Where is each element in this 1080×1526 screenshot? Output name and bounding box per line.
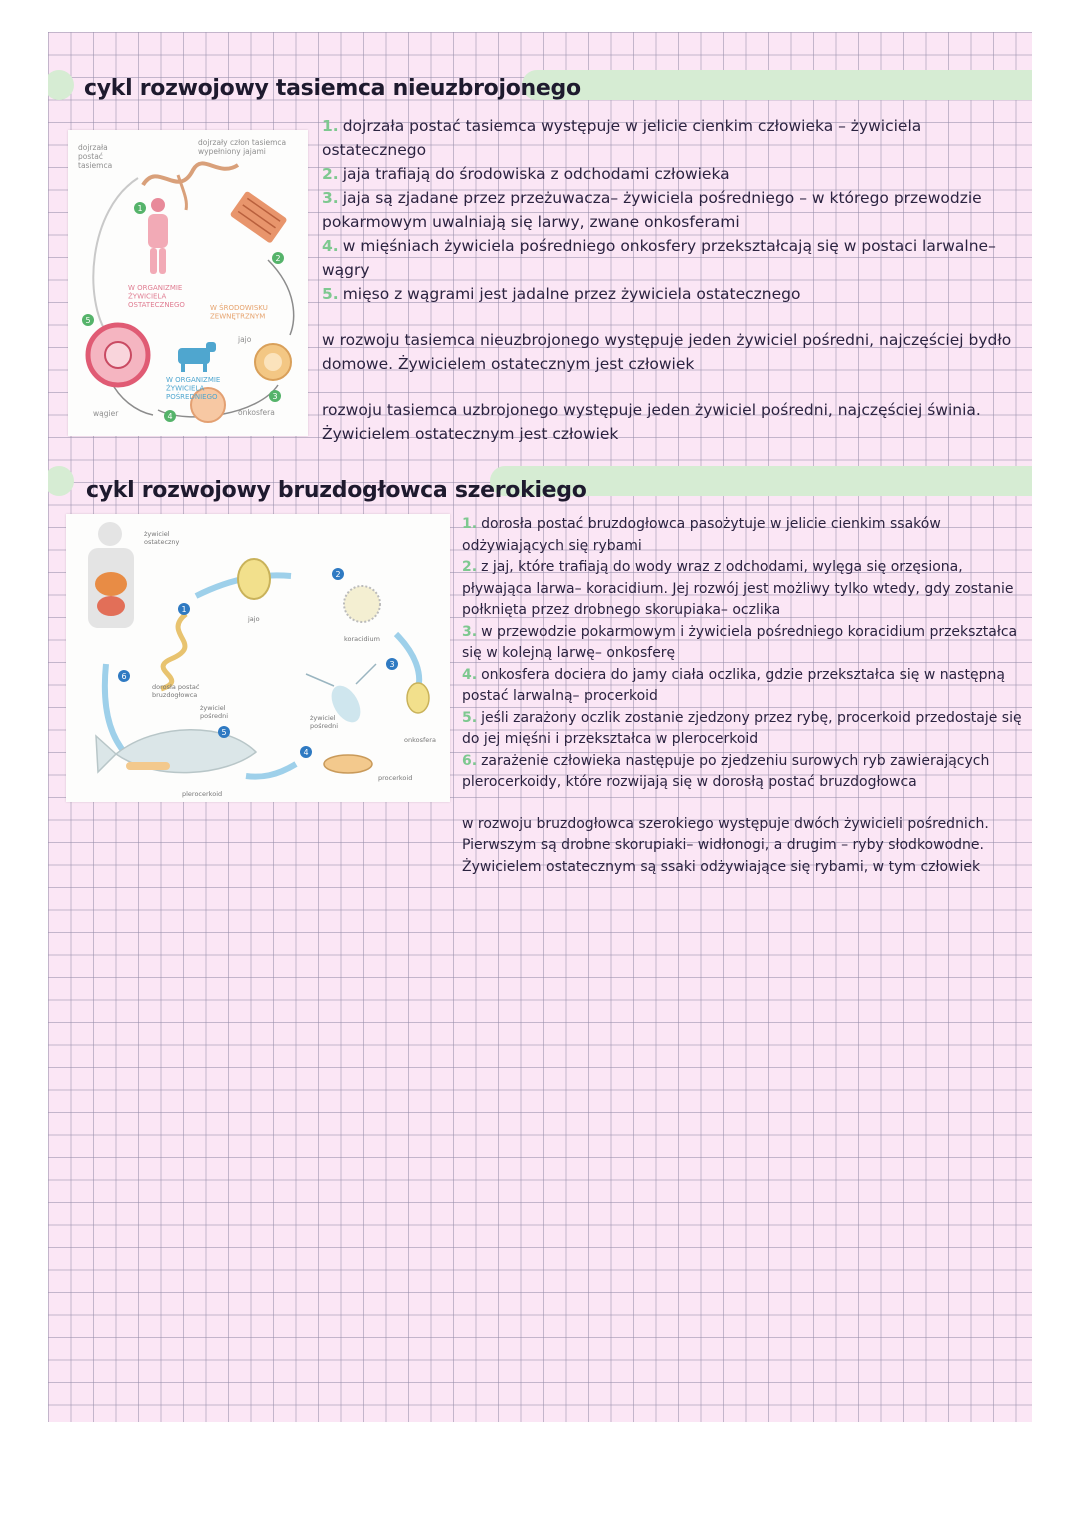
cycle-arrow bbox=[268, 260, 294, 335]
procercoid-icon bbox=[324, 755, 372, 773]
label-egg: jajo bbox=[238, 335, 252, 344]
label-line: żywiciel bbox=[144, 530, 170, 538]
step-number: 5. bbox=[462, 709, 478, 726]
step-badge-number: 2 bbox=[335, 570, 341, 579]
diphyllobothrium-diagram-svg bbox=[66, 514, 450, 802]
diphyllobothrium-lifecycle-diagram bbox=[66, 514, 450, 802]
label-line: W ORGANIZMIE bbox=[128, 284, 183, 292]
heading-band bbox=[522, 70, 1032, 100]
step-badge-number: 3 bbox=[272, 392, 278, 401]
label-egg: jajo bbox=[248, 615, 260, 623]
label-line: W ŚRODOWISKU bbox=[210, 304, 268, 312]
step-text: mięso z wągrami jest jadalne przez żywiciela ostatecznego bbox=[342, 285, 801, 303]
label-line: POŚREDNIEGO bbox=[166, 392, 218, 401]
step-item bbox=[462, 557, 1024, 622]
step-badge-number: 3 bbox=[389, 660, 395, 669]
notebook-page bbox=[48, 32, 1032, 1422]
section2-text bbox=[462, 514, 1024, 878]
proglottid-icon bbox=[229, 191, 287, 244]
coracidium-icon bbox=[344, 586, 380, 622]
step-number: 3. bbox=[462, 623, 478, 640]
step-text: w przewodzie pokarmowym i żywiciela pośredniego koracidium przekształca się w kolejną larwę– onkosferę bbox=[462, 623, 1018, 661]
label-adult-worm bbox=[152, 683, 200, 699]
human-icon bbox=[88, 522, 134, 628]
step-badge-number: 4 bbox=[167, 412, 173, 421]
tapeworm-icon bbox=[161, 614, 186, 689]
human-icon bbox=[148, 198, 168, 274]
summary-paragraph: w rozwoju tasiemca nieuzbrojonego występuje jeden żywiciel pośredni, najczęściej bydło domowe. Żywicielem ostatecznym jest człowiek bbox=[322, 331, 1012, 373]
label-final-host bbox=[128, 284, 185, 309]
label-line: pośredni bbox=[200, 711, 229, 720]
step-text: onkosfera dociera do jamy ciała oczlika, gdzie przekształca się w następną postać larwalną– procerkoid bbox=[462, 666, 1005, 704]
heading-dot bbox=[48, 70, 74, 100]
label-proglottid bbox=[198, 138, 286, 156]
step-number: 4. bbox=[322, 237, 339, 255]
label-line: W ORGANIZMIE bbox=[166, 376, 221, 384]
label-host-copepod bbox=[310, 714, 338, 730]
taenia-lifecycle-diagram bbox=[68, 130, 308, 436]
plerocercoid-icon bbox=[126, 762, 170, 770]
step-badge-number: 1 bbox=[137, 204, 143, 213]
label-line: tasiemca bbox=[78, 161, 113, 170]
cow-icon bbox=[178, 342, 216, 372]
step-item bbox=[322, 114, 1022, 162]
label-oncosphere: onkosfera bbox=[404, 736, 436, 744]
label-cyst: wągier bbox=[93, 409, 119, 418]
step-text: jaja są zjadane przez przeżuwacza– żywiciela pośredniego – w którego przewodzie pokarmowym uwalniają się larwy, zwane onkosferami bbox=[322, 189, 982, 231]
step-text: dorosła postać bruzdogłowca pasożytuje w jelicie cienkim ssaków odżywiających się rybami bbox=[462, 516, 941, 554]
step-badge-number: 2 bbox=[275, 254, 281, 263]
summary-paragraph: w rozwoju bruzdogłowca szerokiego występuje dwóch żywicieli pośrednich. Pierwszym są drobne skorupiaki– widłonogi, a drugim – ryby słodkowodne. Żywicielem ostatecznym są ssaki odżywiające się rybami, w tym człowiek bbox=[462, 815, 989, 875]
step-item bbox=[322, 186, 1022, 234]
step-text: z jaj, które trafiają do wody wraz z odchodami, wylęga się orzęsiona, pływająca larwa– koracidium. Jej rozwój jest możliwy tylko wtedy, gdy zostanie połknięta przez drobnego skorupiaka– oczlika bbox=[462, 559, 1014, 618]
label-environment bbox=[210, 303, 268, 320]
label-adult-tapeworm bbox=[78, 143, 112, 170]
label-line: dorosła postać bbox=[152, 683, 200, 691]
step-number: 4. bbox=[462, 666, 478, 683]
step-number: 2. bbox=[462, 559, 478, 575]
heading-dot bbox=[48, 466, 74, 496]
step-item bbox=[462, 708, 1024, 751]
cycle-arrow bbox=[396, 634, 419, 689]
label-line: wypełniony jajami bbox=[198, 147, 266, 156]
label-line: dojrzała bbox=[78, 143, 108, 152]
taenia-diagram-svg bbox=[68, 130, 308, 436]
egg-core bbox=[264, 353, 282, 371]
step-item bbox=[322, 282, 1022, 306]
step-text: zarażenie człowieka następuje po zjedzeniu surowych ryb zawierających plerocerkoidy, które rozwijają się w dorosłą postać bruzdogłowca bbox=[462, 752, 990, 790]
step-badge-number: 5 bbox=[221, 728, 227, 737]
step-badge-number: 4 bbox=[303, 748, 309, 757]
label-final-host bbox=[144, 530, 180, 546]
label-line: postać bbox=[78, 152, 103, 161]
step-number: 1. bbox=[462, 516, 478, 532]
label-oncosphere: onkosfera bbox=[238, 408, 275, 417]
step-badge-number: 5 bbox=[85, 316, 91, 325]
cyst-icon bbox=[105, 342, 131, 368]
step-number: 3. bbox=[322, 189, 339, 207]
step-item bbox=[462, 514, 1024, 557]
step-item bbox=[322, 234, 1022, 282]
label-plerocercoid: plerocerkoid bbox=[182, 790, 223, 798]
label-host-fish bbox=[200, 704, 228, 720]
label-line: OSTATECZNEGO bbox=[128, 300, 185, 309]
label-coracidium: koracidium bbox=[344, 635, 380, 643]
step-number: 1. bbox=[322, 117, 339, 135]
label-procercoid: procerkoid bbox=[378, 774, 413, 782]
step-number: 6. bbox=[462, 752, 478, 769]
label-line: ŻYWICIELA bbox=[128, 292, 167, 301]
cycle-arrow bbox=[246, 764, 296, 777]
oncosphere-icon bbox=[407, 683, 429, 713]
step-item bbox=[462, 665, 1024, 708]
egg-icon bbox=[238, 559, 270, 599]
step-text: dojrzała postać tasiemca występuje w jelicie cienkim człowieka – żywiciela ostatecznego bbox=[322, 117, 922, 159]
step-text: jaja trafiają do środowiska z odchodami człowieka bbox=[342, 165, 730, 183]
label-line: dojrzały człon tasiemca bbox=[198, 138, 287, 147]
step-item bbox=[322, 162, 1022, 186]
label-line: bruzdogłowca bbox=[152, 690, 198, 699]
section1-title: cykl rozwojowy tasiemca nieuzbrojonego bbox=[84, 76, 581, 101]
step-badge-number: 1 bbox=[181, 605, 187, 614]
summary-paragraph: rozwoju tasiemca uzbrojonego występuje jeden żywiciel pośredni, najczęściej świnia. Żywicielem ostatecznym jest człowiek bbox=[322, 401, 981, 443]
fish-icon bbox=[96, 730, 256, 773]
section1-text bbox=[322, 114, 1022, 446]
step-number: 5. bbox=[322, 285, 339, 303]
tapeworm-icon bbox=[143, 163, 238, 185]
step-text: jeśli zarażony oczlik zostanie zjedzony przez rybę, procerkoid przedostaje się do jej mięśni i przekształca w plerocerkoid bbox=[462, 709, 1022, 747]
step-item bbox=[462, 751, 1024, 794]
step-text: w mięśniach żywiciela pośredniego onkosfery przekształcają się w postaci larwalne– wągry bbox=[322, 237, 996, 279]
label-line: pośredni bbox=[310, 721, 339, 730]
label-line: ZEWNĘTRZNYM bbox=[210, 312, 266, 321]
label-line: ŻYWICIELA bbox=[166, 384, 205, 393]
label-line: żywiciel bbox=[310, 714, 336, 722]
step-badge-number: 6 bbox=[121, 672, 127, 681]
cycle-arrow bbox=[93, 178, 138, 335]
label-line: ostateczny bbox=[144, 537, 180, 546]
step-number: 2. bbox=[322, 165, 339, 183]
section2-title: cykl rozwojowy bruzdogłowca szerokiego bbox=[86, 478, 587, 503]
label-line: żywiciel bbox=[200, 704, 226, 712]
step-item bbox=[462, 622, 1024, 665]
